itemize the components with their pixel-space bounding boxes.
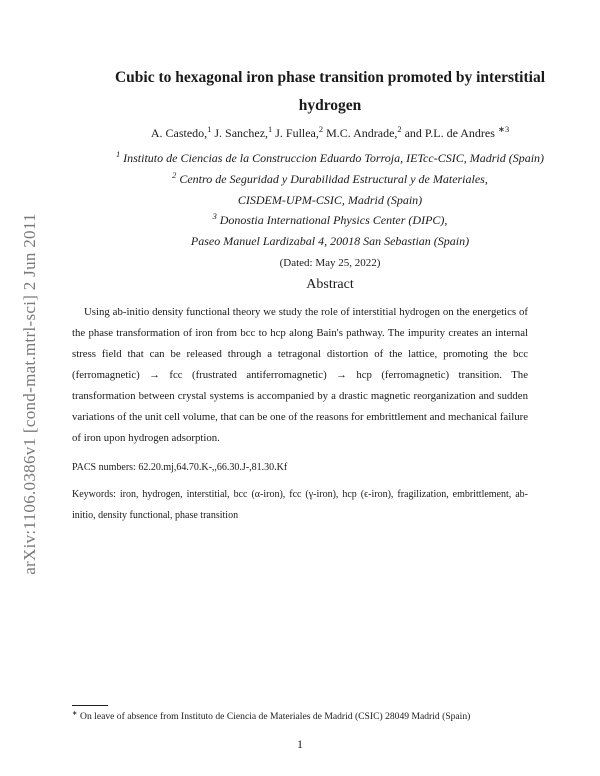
affiliation-3 (60, 213, 600, 249)
affiliation-text: Donostia International Physics Center (DIPC), (219, 213, 448, 227)
footnote-text: On leave of absence from Instituto de Ciencia de Materiales de Madrid (CSIC) 28049 Madrid (Spain) (77, 711, 471, 722)
dated-line: (Dated: May 25, 2022) (279, 257, 381, 269)
paper-title (60, 64, 600, 120)
keywords: Keywords: iron, hydrogen, interstitial, bcc (α-iron), fcc (γ-iron), hcp (ϵ-iron), fragilization, embrittlement, ab-initio, density functional, phase transition (72, 489, 528, 521)
affiliation-mark: 1 (115, 150, 121, 159)
author-name: J. Sanchez, (211, 126, 269, 140)
affiliation-1 (60, 151, 600, 166)
affiliation-text: CISDEM-UPM-CSIC, Madrid (Spain) (237, 193, 423, 207)
author-affiliation-mark: 2 (397, 125, 402, 134)
author-affiliation-mark: 1 (207, 125, 212, 134)
page-number: 1 (297, 737, 303, 751)
affiliation-mark: 3 (212, 212, 217, 221)
title-line-2: hydrogen (298, 97, 362, 114)
author-name: M.C. Andrade, (323, 126, 398, 140)
author-name: A. Castedo, (150, 126, 208, 140)
affiliation-text: Paseo Manuel Lardizabal 4, 20018 San Sebastian (Spain) (190, 234, 470, 248)
affiliation-text: Centro de Seguridad y Durabilidad Estructural y de Materiales, (179, 172, 488, 186)
author-list (60, 126, 600, 141)
author-name: J. Fullea, (272, 126, 319, 140)
footnote-mark: ∗ (72, 709, 78, 717)
footnote (72, 711, 542, 722)
arxiv-stamp-text: arXiv:1106.0386v1 [cond-mat.mtrl-sci] 2 Jun 2011 (20, 213, 39, 575)
affiliation-mark: 2 (172, 171, 177, 180)
author-affiliation-mark: 2 (318, 125, 324, 134)
footnote-divider (72, 705, 108, 706)
title-line-1: Cubic to hexagonal iron phase transition promoted by interstitial (114, 69, 545, 86)
author-name: and P.L. de Andres (401, 126, 498, 140)
abstract-heading: Abstract (306, 277, 354, 292)
pacs-numbers: PACS numbers: 62.20.mj,64.70.K-,,66.30.J-,81.30.Kf (72, 462, 288, 473)
affiliation-text: Instituto de Ciencias de la Construccion Eduardo Torroja, IETcc-CSIC, Madrid (Spain) (123, 151, 545, 165)
affiliation-2 (60, 172, 600, 208)
abstract-body: Using ab-initio density functional theory we study the role of interstitial hydrogen on the energetics of the phase transformation of iron from bcc to hcp along Bain's pathway. The impurity creates an internal stress field that can be released through a tetragonal distortion of the lattice, promoting the bcc (ferromagnetic) → fcc (frustrated antiferromagnetic) → hcp (ferromagnetic) transition. The transformation between crystal systems is accompanied by a drastic magnetic reorganization and sudden variations of the unit cell volume, that can be one of the reasons for embrittlement and mechanical failure of iron upon hydrogen adsorption. (72, 306, 528, 444)
author-affiliation-mark: 1 (268, 125, 273, 134)
arxiv-identifier-stamp (18, 187, 42, 601)
author-affiliation-mark: ∗3 (497, 125, 510, 134)
